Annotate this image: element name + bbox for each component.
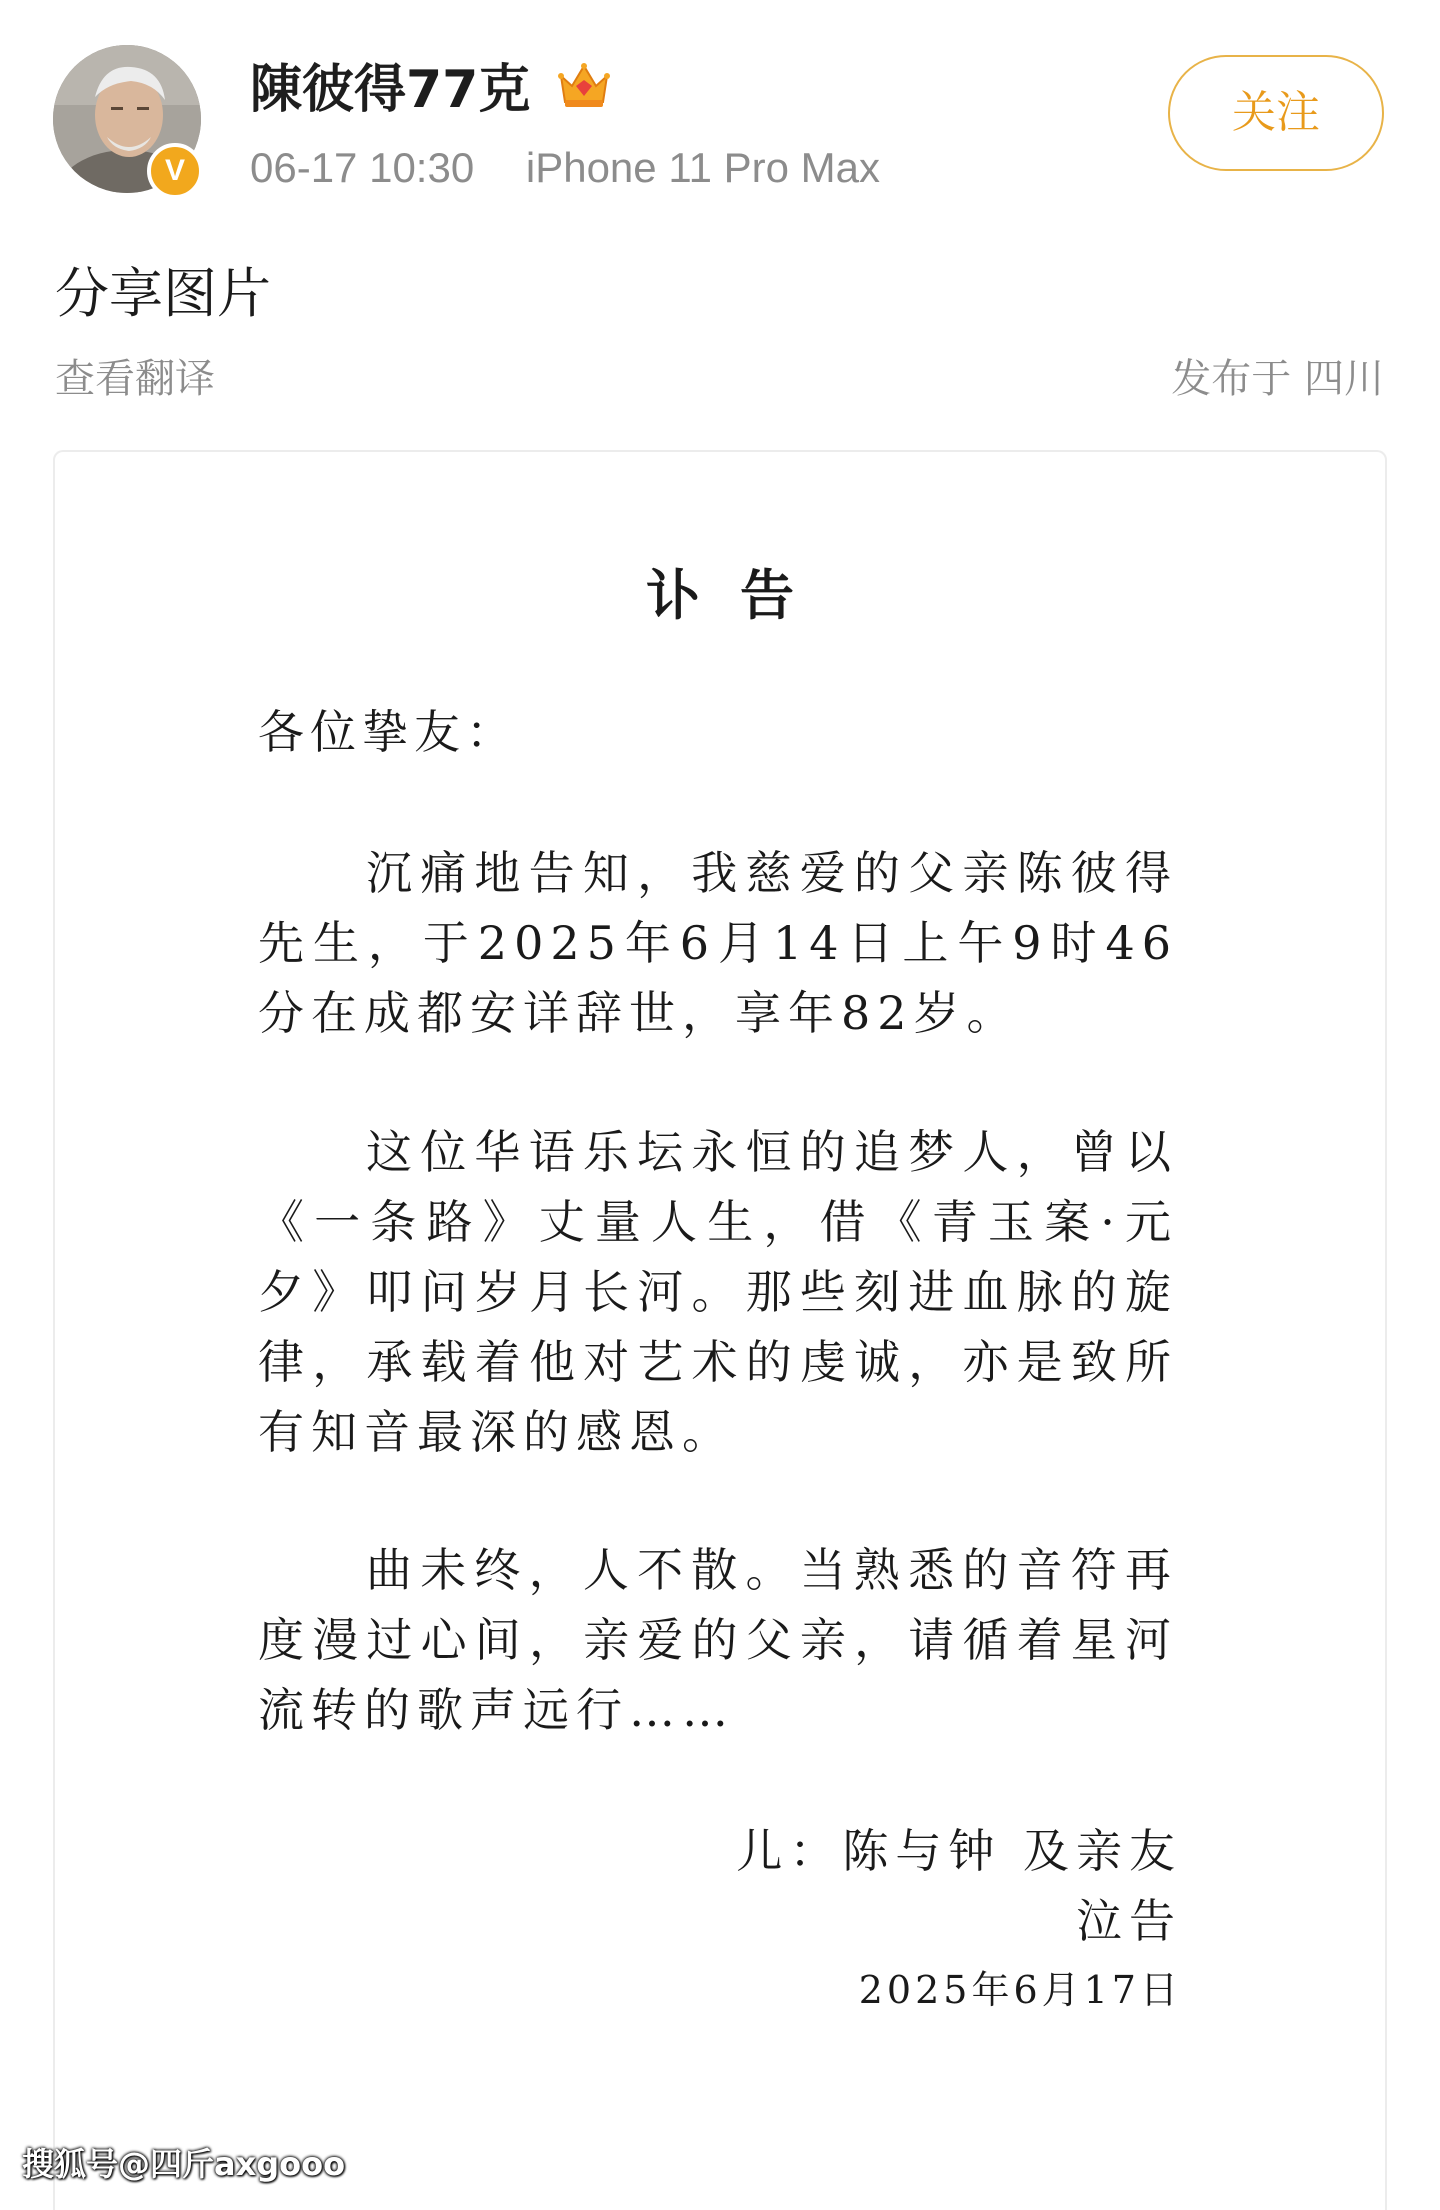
notice-paragraph: 这位华语乐坛永恒的追梦人，曾以《一条路》丈量人生，借《青玉案·元夕》叩问岁月长河。那些刻进血脉的旋律，承载着他对艺术的虔诚，亦是致所有知音最深的感恩。: [258, 1125, 1178, 1459]
notice-paragraph: 曲未终，人不散。当熟悉的音符再度漫过心间，亲爱的父亲，请循着星河流转的歌声远行……: [258, 1543, 1178, 1737]
post-text: 分享图片: [55, 262, 271, 325]
post-device: iPhone 11 Pro Max: [525, 144, 880, 191]
translate-link[interactable]: 查看翻译: [55, 356, 215, 402]
notice-paragraph: 沉痛地告知，我慈爱的父亲陈彼得先生，于2025年6月14日上午9时46分在成都安详辞世，享年82岁。: [258, 846, 1178, 1040]
post-time: 06-17 10:30: [250, 144, 475, 191]
crown-icon[interactable]: [555, 56, 613, 114]
post-header: [0, 0, 1440, 210]
notice-title: 讣告: [646, 563, 834, 627]
watermark: 搜狐号@四斤axgooo: [22, 2145, 346, 2183]
notice-salutation: 各位挚友：: [258, 705, 518, 759]
notice-signature: 儿：陈与钟 及亲友: [736, 1824, 1182, 1878]
post-meta: [250, 140, 880, 196]
follow-button[interactable]: 关注: [1168, 55, 1384, 171]
verified-icon: V: [147, 143, 203, 199]
notice-signature-closing: 泣告: [1076, 1894, 1182, 1948]
post-location: 发布于 四川: [1171, 356, 1384, 402]
username[interactable]: 陳彼得77克: [250, 60, 531, 120]
notice-date: 2025年6月17日: [858, 1968, 1182, 2012]
